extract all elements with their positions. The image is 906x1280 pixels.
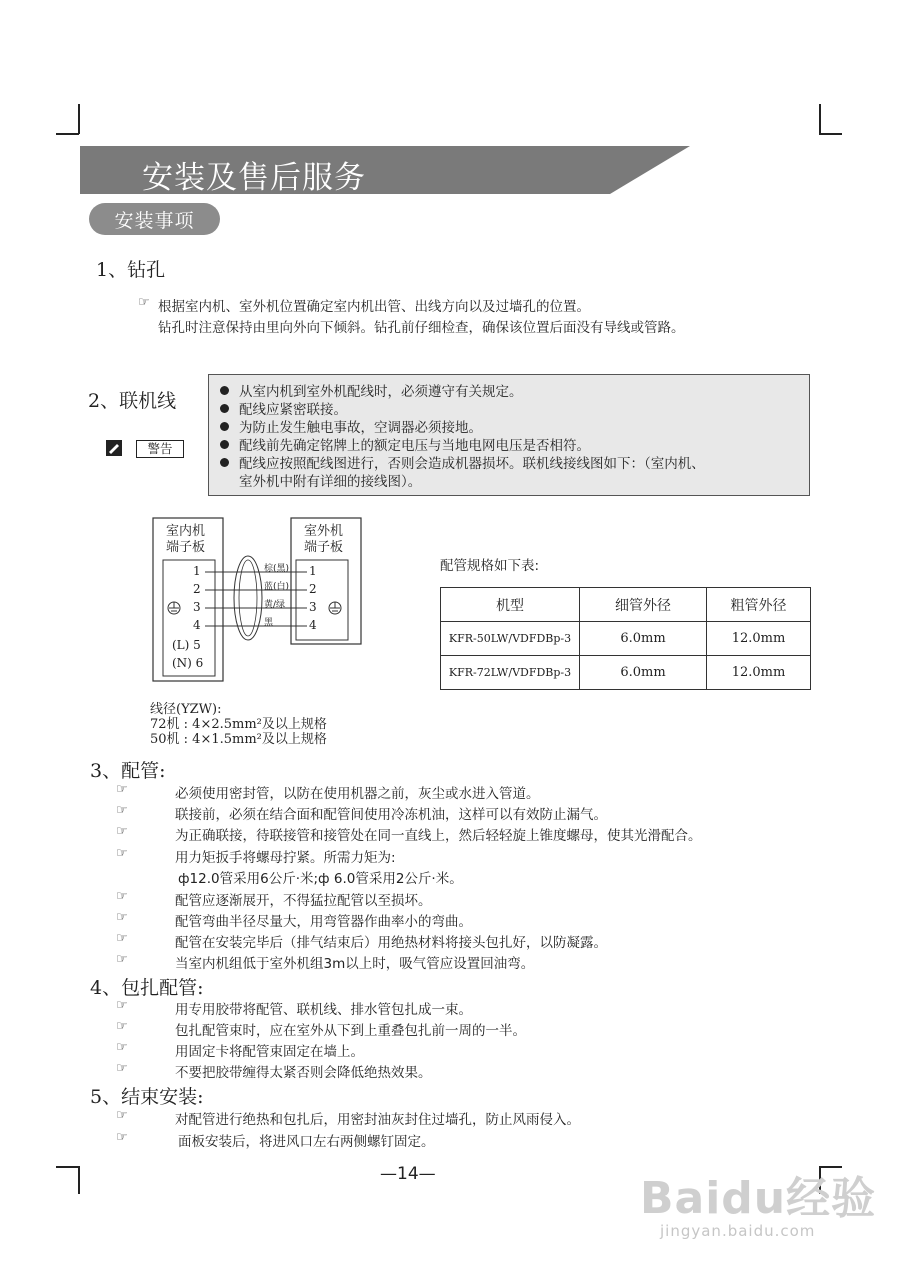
header-model: 机型 [441, 588, 580, 622]
left-terminal-4: 4 [193, 618, 201, 632]
left-terminal-2: 2 [193, 582, 201, 596]
indoor-board-title-1: 室内机 [166, 524, 206, 539]
cell-thick: 12.0mm [707, 622, 811, 656]
right-terminal-2: 2 [309, 582, 317, 596]
hand-pointer-icon: ☞ [116, 998, 128, 1013]
section3-line-3: 为正确联接，待联接管和接管处在同一直线上，然后轻轻旋上锥度螺母，使其光滑配合。 [175, 828, 702, 844]
hand-pointer-icon: ☞ [116, 1061, 128, 1076]
section3-line-4: 用力矩扳手将螺母拧紧。所需力矩为: [175, 850, 396, 866]
hand-pointer-icon: ☞ [116, 782, 128, 797]
table-row [441, 656, 811, 690]
section5-line-1: 对配管进行绝热和包扎后，用密封油灰封住过墙孔，防止风雨侵入。 [175, 1112, 580, 1128]
hand-pointer-icon: ☞ [116, 952, 128, 967]
section3-torque: ф12.0管采用6公斤·米;ф 6.0管采用2公斤·米。 [178, 871, 463, 887]
section1-line-2: 钻孔时注意保持由里向外向下倾斜。钻孔前仔细检查，确保该位置后面没有导线或管路。 [158, 320, 685, 336]
wire-color-2: 蓝(白) [264, 582, 290, 592]
note-bullet-3: 为防止发生触电事故，空调器必须接地。 [220, 416, 482, 436]
section2-heading: 2、联机线 [88, 390, 177, 412]
hand-pointer-icon: ☞ [116, 1040, 128, 1055]
right-terminal-3: 3 [309, 600, 317, 614]
warning-icon [106, 440, 122, 456]
outdoor-board-title-1: 室外机 [304, 524, 344, 539]
right-terminal-4: 4 [309, 618, 317, 632]
page-number: —14— [380, 1164, 436, 1184]
spec-caption: 配管规格如下表: [440, 558, 540, 574]
crop-mark-top-left-h [56, 133, 79, 135]
table-row [441, 622, 811, 656]
cell-thin: 6.0mm [580, 622, 707, 656]
hand-pointer-icon: ☞ [116, 1019, 128, 1034]
subtitle-text: 安装事项 [114, 210, 195, 232]
baidu-watermark-url: jingyan.baidu.com [660, 1222, 816, 1240]
page-title: 安装及售后服务 [142, 160, 366, 196]
section5-heading: 5、结束安装: [90, 1086, 204, 1108]
hand-pointer-icon: ☞ [116, 910, 128, 925]
section4-line-4: 不要把胶带缠得太紧否则会降低绝热效果。 [175, 1065, 432, 1081]
hand-pointer-icon: ☞ [116, 1108, 128, 1123]
crop-mark-bottom-left-v [78, 1166, 80, 1194]
cell-thin: 6.0mm [580, 656, 707, 690]
header-thick-pipe: 粗管外径 [707, 588, 811, 622]
cell-model: KFR-50LW/VDFDBp-3 [441, 622, 580, 656]
left-terminal-1: 1 [193, 564, 201, 578]
hand-pointer-icon: ☞ [116, 889, 128, 904]
crop-mark-top-right-h [819, 133, 842, 135]
gauge-72: 72机 : 4×2.5mm²及以上规格 [150, 717, 327, 732]
note-bullet-5-cont: 室外机中附有详细的接线图）。 [239, 474, 422, 490]
gauge-title: 线径(YZW): [150, 702, 222, 717]
section4-line-2: 包扎配管束时，应在室外从下到上重叠包扎前一周的一半。 [175, 1023, 526, 1039]
hand-pointer-icon: ☞ [116, 803, 128, 818]
section3-line-8: 当室内机组低于室外机组3m以上时，吸气管应设置回油弯。 [175, 956, 535, 972]
section4-heading: 4、包扎配管: [90, 977, 204, 999]
left-terminal-6: (N) 6 [172, 656, 204, 670]
hand-pointer-icon: ☞ [138, 295, 150, 310]
section1-line-1: 根据室内机、室外机位置确定室内机出管、出线方向以及过墙孔的位置。 [158, 299, 590, 315]
note-bullet-5: 配线应按照配线图进行，否则会造成机器损坏。联机线接线图如下：（室内机、 [220, 452, 705, 472]
warning-label: 警告 [136, 440, 184, 458]
note-bullet-2: 配线应紧密联接。 [220, 398, 347, 418]
wire-color-3: 黄/绿 [264, 600, 286, 610]
section3-line-2: 联接前，必须在结合面和配管间使用冷冻机油，这样可以有效防止漏气。 [175, 807, 607, 823]
indoor-board-title-2: 端子板 [166, 540, 206, 555]
section3-line-6: 配管弯曲半径尽量大，用弯管器作曲率小的弯曲。 [175, 914, 472, 930]
section1-heading: 1、钻孔 [96, 259, 166, 281]
left-terminal-5: (L) 5 [172, 638, 201, 652]
hand-pointer-icon: ☞ [116, 931, 128, 946]
note-bullet-1: 从室内机到室外机配线时，必须遵守有关规定。 [220, 380, 523, 400]
hand-pointer-icon: ☞ [116, 824, 128, 839]
section3-line-7: 配管在安装完毕后（排气结束后）用绝热材料将接头包扎好，以防凝露。 [175, 935, 607, 951]
note-bullet-4: 配线前先确定铭牌上的额定电压与当地电网电压是否相符。 [220, 434, 590, 454]
section3-line-5: 配管应逐渐展开，不得猛拉配管以至损坏。 [175, 893, 432, 909]
section5-line-2: 面板安装后，将进风口左右两侧螺钉固定。 [178, 1134, 435, 1150]
crop-mark-top-right-v [819, 104, 821, 134]
table-header-row [441, 588, 811, 622]
section3-line-1: 必须使用密封管，以防在使用机器之前，灰尘或水进入管道。 [175, 786, 540, 802]
left-terminal-3: 3 [193, 600, 201, 614]
section3-heading: 3、配管: [90, 760, 166, 782]
hand-pointer-icon: ☞ [116, 1130, 128, 1145]
crop-mark-bottom-left-h [56, 1166, 79, 1168]
baidu-watermark-logo: Baidu经验 [640, 1173, 877, 1224]
section4-line-1: 用专用胶带将配管、联机线、排水管包扎成一束。 [175, 1002, 472, 1018]
spec-table [440, 587, 811, 690]
header-thin-pipe: 细管外径 [580, 588, 707, 622]
cell-thick: 12.0mm [707, 656, 811, 690]
crop-mark-top-left-v [78, 104, 80, 134]
gauge-50: 50机 : 4×1.5mm²及以上规格 [150, 732, 327, 747]
right-terminal-1: 1 [309, 564, 317, 578]
cell-model: KFR-72LW/VDFDBp-3 [441, 656, 580, 690]
hand-pointer-icon: ☞ [116, 846, 128, 861]
outdoor-board-title-2: 端子板 [304, 540, 344, 555]
wire-color-4: 黑 [264, 618, 274, 628]
section4-line-3: 用固定卡将配管束固定在墙上。 [175, 1044, 364, 1060]
wire-color-1: 棕(黑) [264, 564, 290, 574]
